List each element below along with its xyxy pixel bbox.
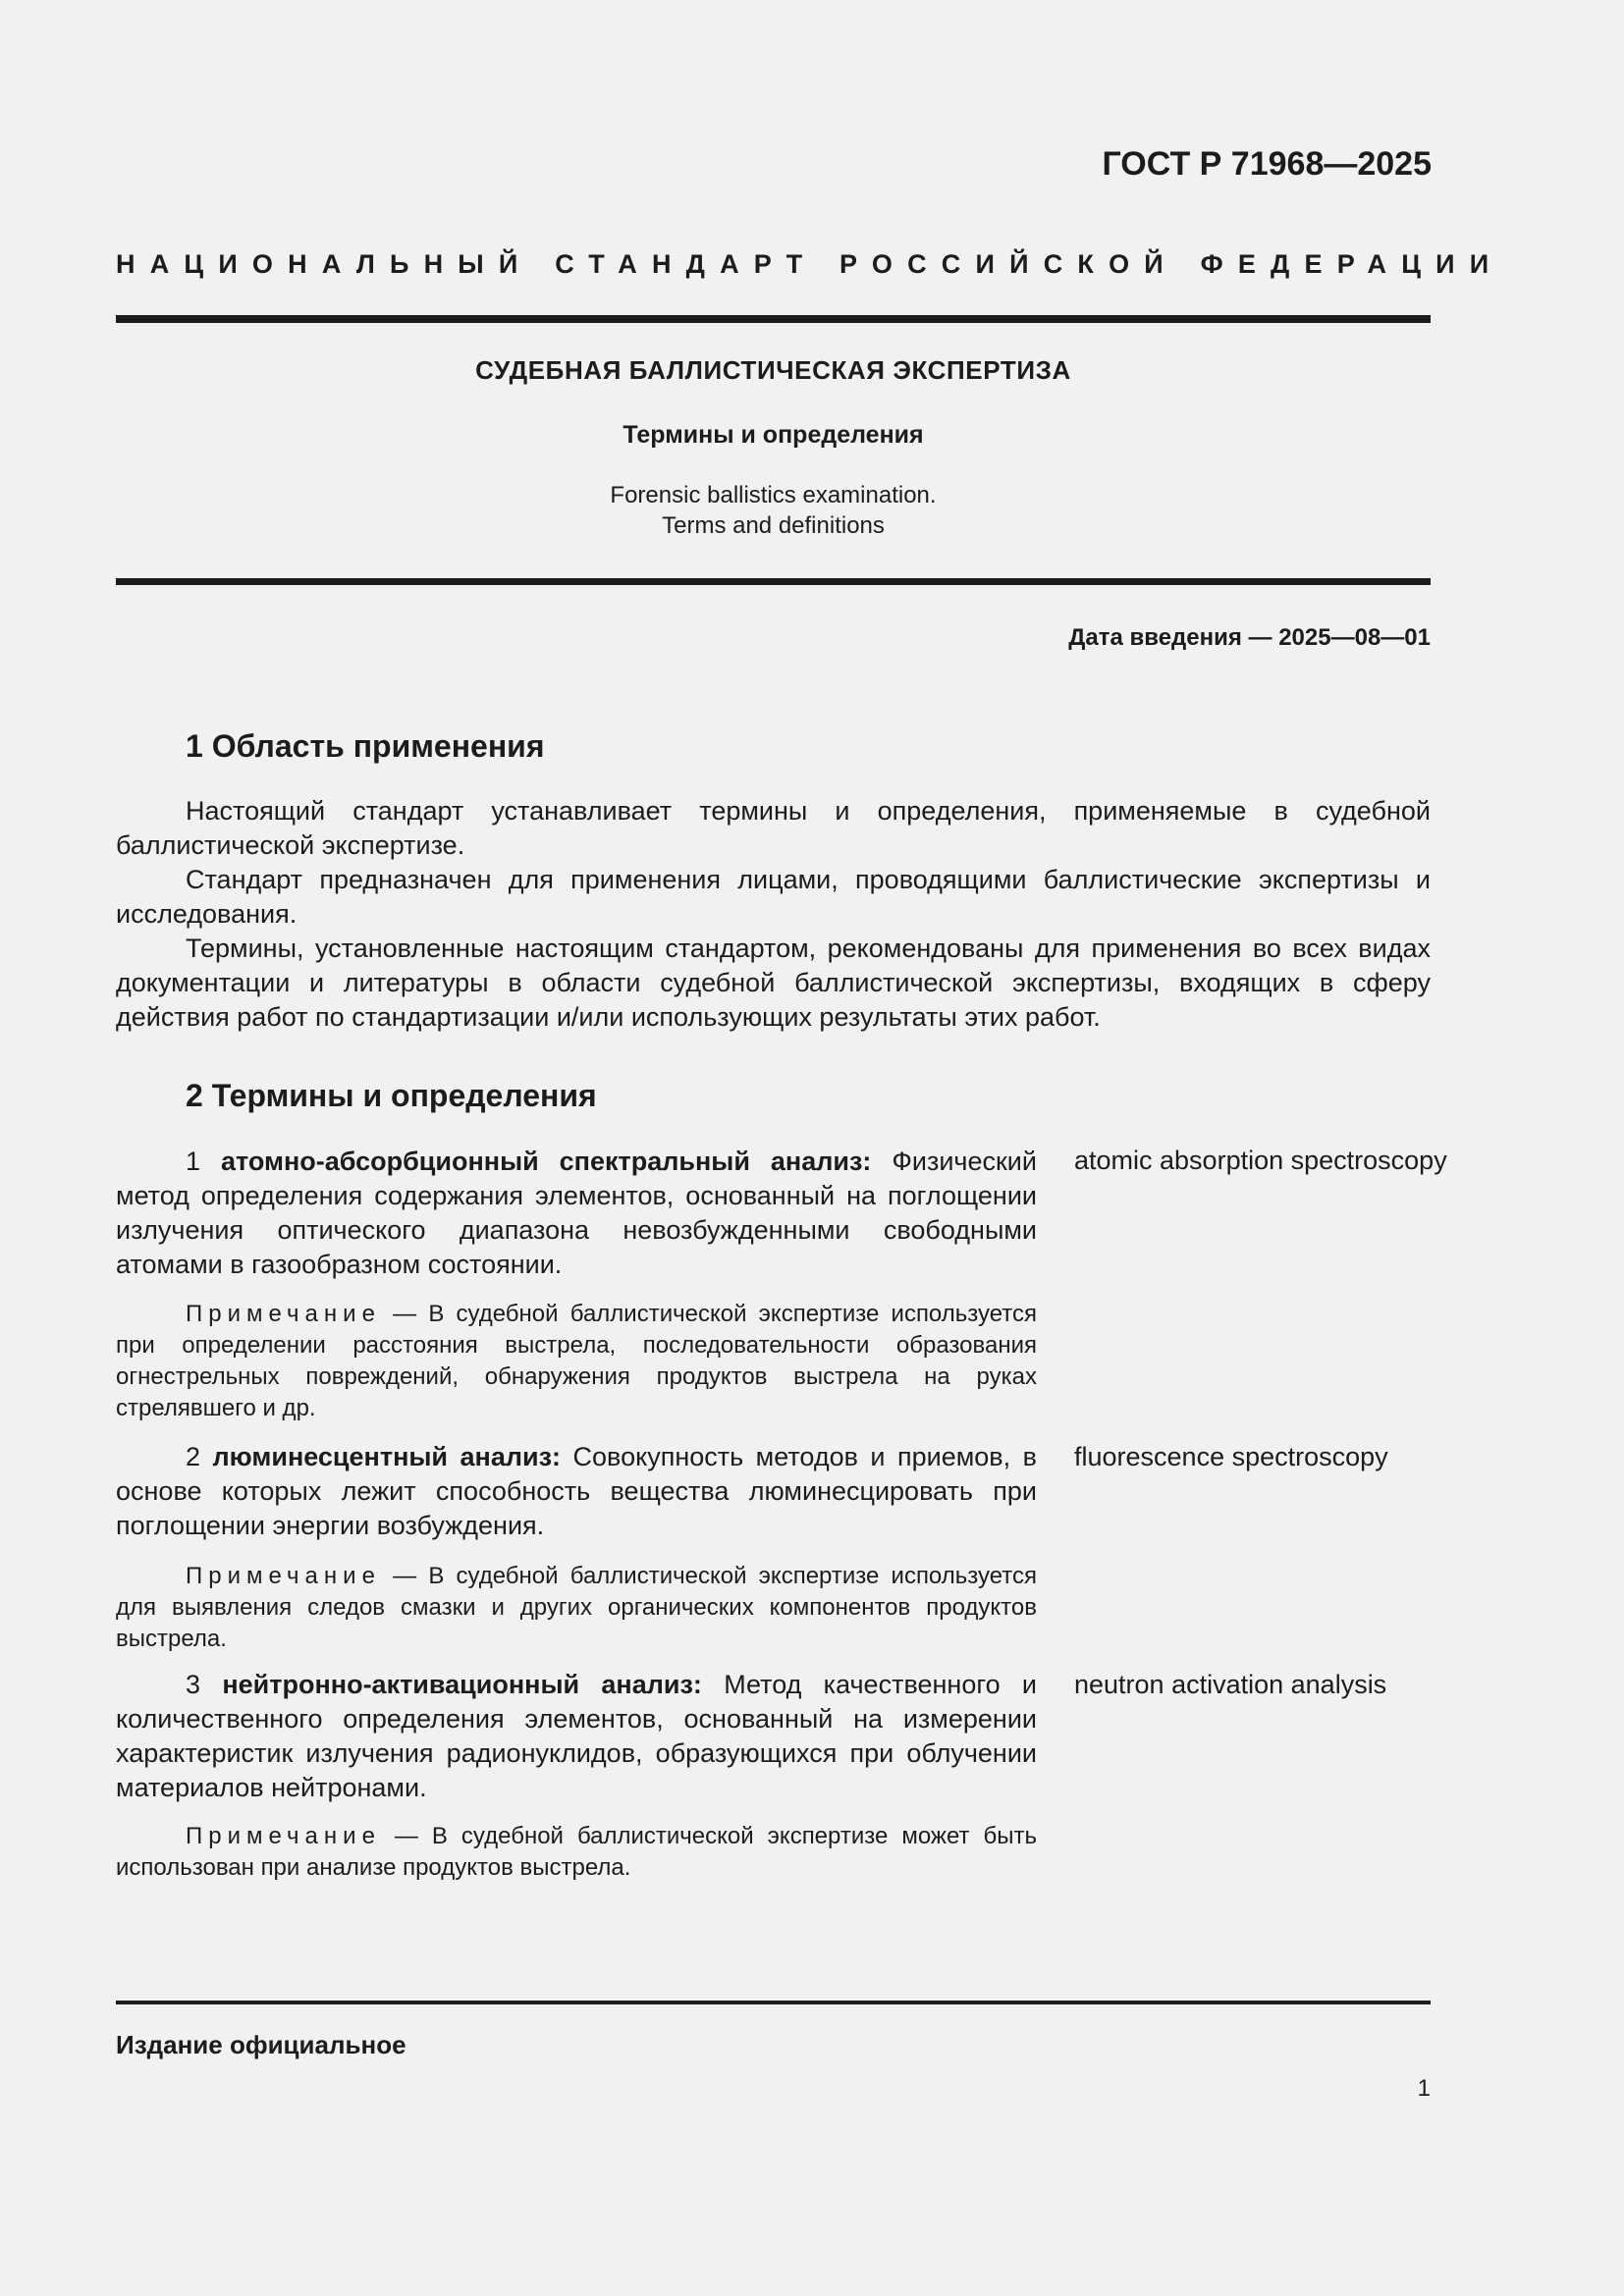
scope-paragraph: Стандарт предназначен для применения лицами, проводящими баллистические экспертизы и исследования. xyxy=(116,865,1431,929)
page-number: 1 xyxy=(1417,2075,1431,2102)
section-heading-scope: 1 Область применения xyxy=(186,728,545,764)
note-text: — В судебной баллистической экспертизе используется при определении расстояния выстрела, последовательности образования огнестрельных повреждений, обнаружения продуктов выстрела на руках стрелявшего и др. xyxy=(116,1301,1037,1421)
footer-divider xyxy=(116,2001,1431,2004)
term-note xyxy=(116,1821,1037,1884)
english-title-line-1: Forensic ballistics examination. xyxy=(610,482,937,508)
term-english-equivalent: fluorescence spectroscopy xyxy=(1074,1442,1388,1471)
note-label: Примечание xyxy=(186,1823,381,1849)
term-number: 1 xyxy=(186,1147,201,1176)
term-english-equivalent: neutron activation analysis xyxy=(1074,1670,1387,1699)
term-definition: Физический метод определения содержания элементов, основанный на поглощении излучения оптического диапазона невозбужденными свободными атомами в газообразном состоянии. xyxy=(116,1147,1037,1279)
term-note xyxy=(116,1299,1037,1424)
note-label: Примечание xyxy=(186,1301,381,1327)
title-divider xyxy=(116,578,1431,585)
term-number: 3 xyxy=(186,1670,201,1699)
english-title-line-2: Terms and definitions xyxy=(662,512,885,539)
introduction-date: Дата введения — 2025—08—01 xyxy=(1068,624,1431,651)
top-divider xyxy=(116,315,1431,323)
term-name: атомно-абсорбционный спектральный анализ: xyxy=(220,1147,872,1176)
term-name: нейтронно-активационный анализ: xyxy=(222,1670,702,1699)
note-text: — В судебной баллистической экспертизе используется для выявления следов смазки и других органических компонентов продуктов выстрела. xyxy=(116,1563,1037,1652)
term-definition: Совокупность методов и приемов, в основе которых лежит способность вещества люминесцировать при поглощении энергии возбуждения. xyxy=(116,1442,1037,1540)
scope-paragraph: Настоящий стандарт устанавливает термины и определения, применяемые в судебной баллистической экспертизе. xyxy=(116,796,1431,860)
standard-number: ГОСТ Р 71968—2025 xyxy=(1102,145,1432,183)
term-definition: Метод качественного и количественного определения элементов, основанный на измерении характеристик излучения радионуклидов, образующихся при облучении материалов нейтронами. xyxy=(116,1670,1037,1802)
term-entry xyxy=(116,1440,1037,1543)
document-subtitle: Термины и определения xyxy=(623,421,924,449)
term-english-equivalent: atomic absorption spectroscopy xyxy=(1074,1146,1447,1175)
note-text: — В судебной баллистической экспертизе может быть использован при анализе продуктов выстрела. xyxy=(116,1823,1037,1881)
term-number: 2 xyxy=(186,1442,201,1471)
scope-paragraph: Термины, установленные настоящим стандартом, рекомендованы для применения во всех видах документации и литературы в области судебной баллистической экспертизы, входящих в сферу действия работ по стандартизации и/или использующих результаты этих работ. xyxy=(116,934,1431,1032)
term-entry xyxy=(116,1668,1037,1805)
national-standard-banner: НАЦИОНАЛЬНЫЙ СТАНДАРТ РОССИЙСКОЙ ФЕДЕРАЦИИ xyxy=(116,249,1504,279)
term-entry xyxy=(116,1145,1037,1282)
document-title: СУДЕБНАЯ БАЛЛИСТИЧЕСКАЯ ЭКСПЕРТИЗА xyxy=(475,355,1071,385)
term-name: люминесцентный анализ: xyxy=(212,1442,562,1471)
term-note xyxy=(116,1561,1037,1655)
note-label: Примечание xyxy=(186,1563,381,1589)
section-heading-terms: 2 Термины и определения xyxy=(186,1078,597,1113)
english-title xyxy=(116,480,1431,541)
edition-label: Издание официальное xyxy=(116,2030,406,2059)
